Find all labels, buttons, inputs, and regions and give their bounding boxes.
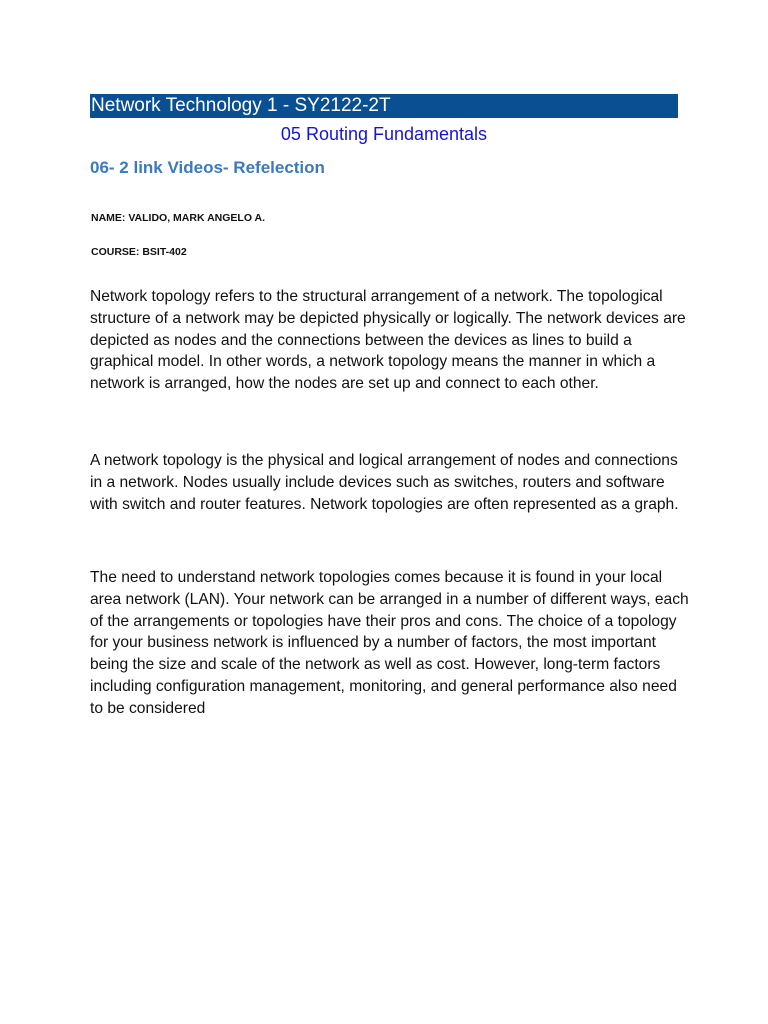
student-name: NAME: VALIDO, MARK ANGELO A. — [91, 212, 266, 224]
body-paragraph-3: The need to understand network topologies comes because it is found in your local area network (LAN). Your network can be arranged in a number of different ways, each of the arrangements or topologies have their pros and cons. The choice of a topology for your business network is influenced by a number of factors, the most important being the size and scale of the network as well as cost. However, long-term factors including configuration management, monitoring, and general performance also need to be considered — [90, 569, 689, 717]
body-paragraph-2: A network topology is the physical and logical arrangement of nodes and connections in a network. Nodes usually include devices such as switches, routers and software with switch and router features. Network topologies are often represented as a graph. — [90, 452, 679, 513]
assignment-title: 06- 2 link Videos- Refelection — [90, 158, 325, 177]
course-title-bar: Network Technology 1 - SY2122-2T — [90, 94, 678, 118]
module-title: 05 Routing Fundamentals — [280, 124, 488, 144]
body-paragraph-1: Network topology refers to the structural arrangement of a network. The topological structure of a network may be depicted physically or logically. The network devices are depicted as nodes and the connections between the devices as lines to build a graphical model. In other words, a network topology means the manner in which a network is arranged, how the nodes are set up and connect to each other. — [90, 288, 686, 393]
student-course: COURSE: BSIT-402 — [91, 246, 187, 258]
